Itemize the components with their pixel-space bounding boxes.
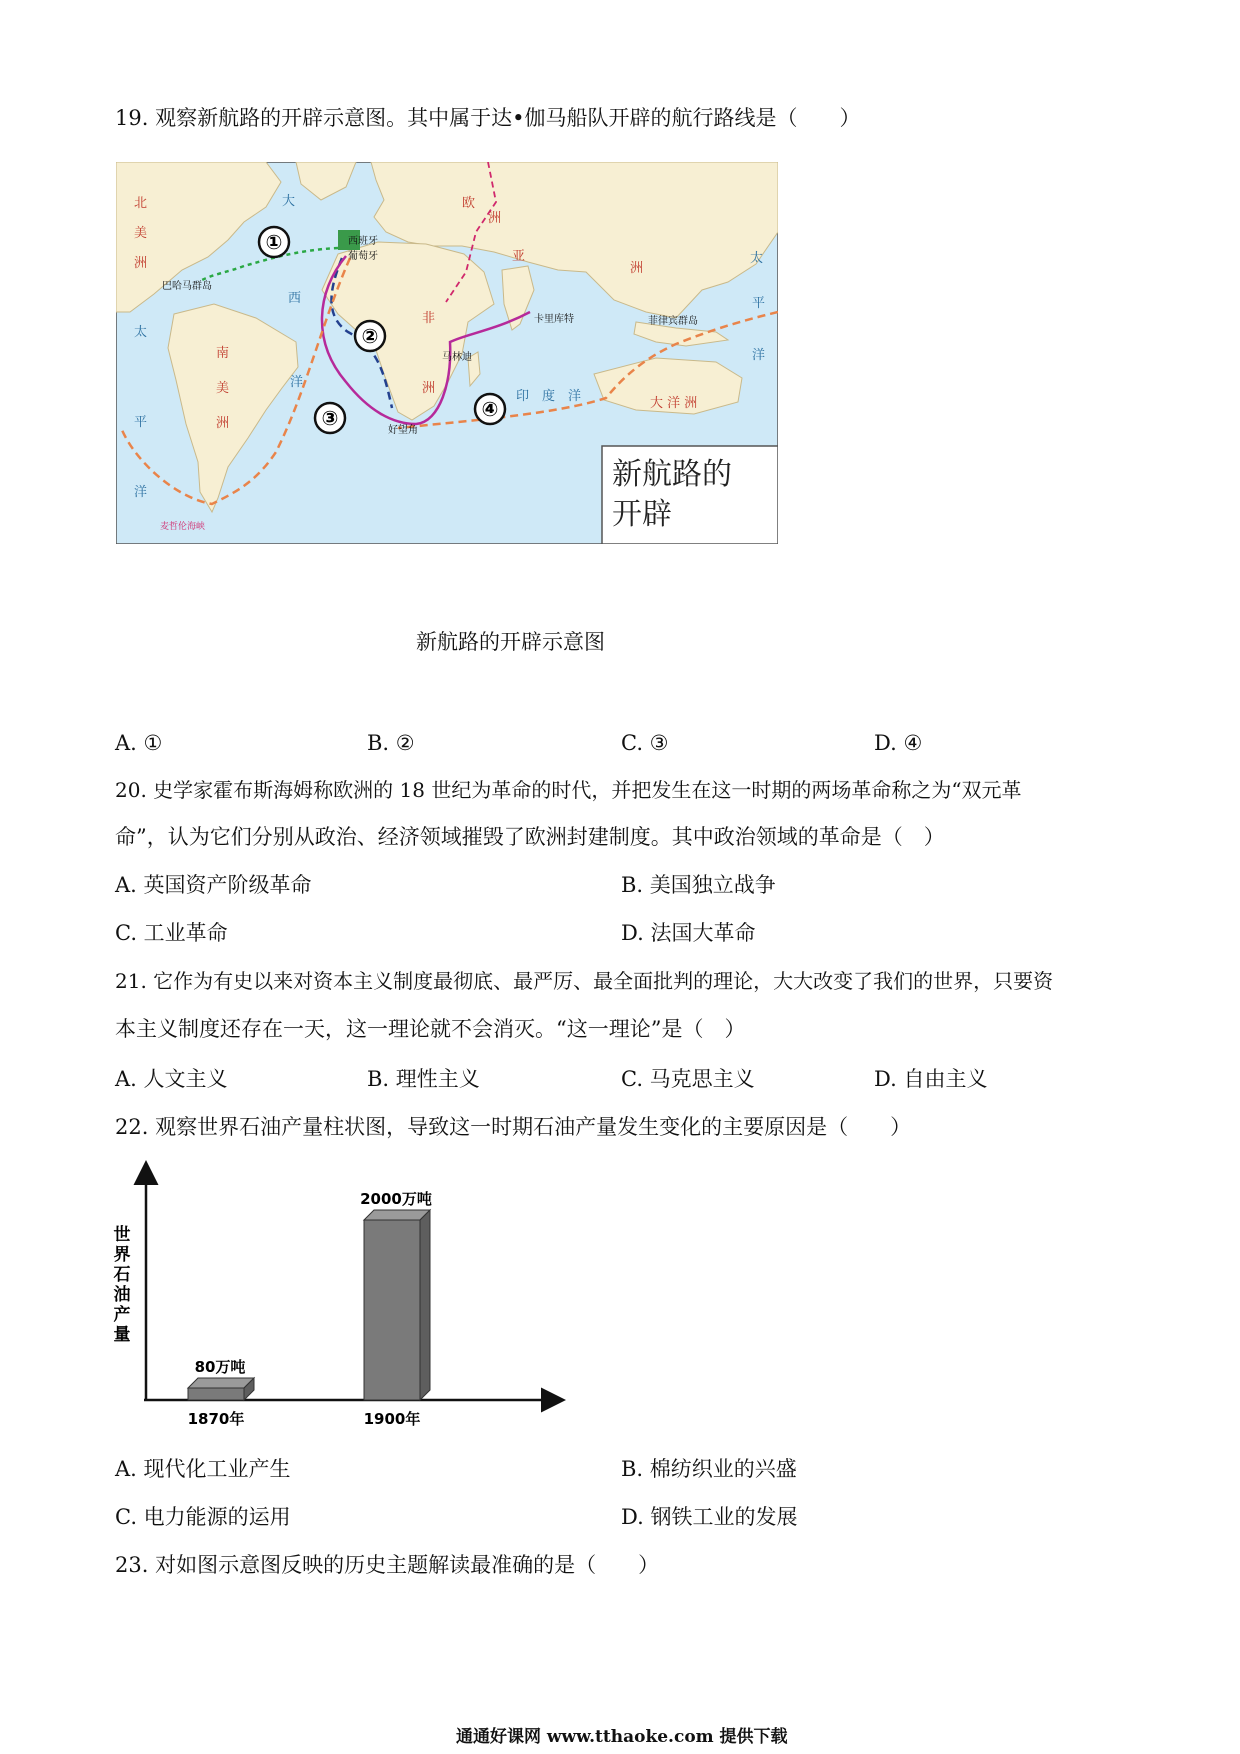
- chart-bar-front: [364, 1220, 420, 1400]
- label-pac-r-1: 太: [750, 251, 764, 266]
- q19-stem: 19. 观察新航路的开辟示意图。其中属于达•伽马船队开辟的航行路线是（ ）: [115, 106, 861, 130]
- q19-option-c[interactable]: C. ③: [621, 731, 669, 755]
- label-na-1: 北: [134, 196, 148, 211]
- q20-option-c[interactable]: C. 工业革命: [115, 921, 228, 945]
- svg-text:①: ①: [265, 230, 283, 254]
- chart-bar-top: [364, 1210, 430, 1220]
- q22-option-c[interactable]: C. 电力能源的运用: [115, 1505, 291, 1529]
- chart-y-axis-label: [114, 1224, 131, 1345]
- label-eu-1: 欧: [462, 196, 476, 211]
- label-spain: 西班牙: [348, 236, 378, 247]
- label-af-2: 洲: [422, 381, 436, 396]
- chart-y-axis-label-text: 世界石油产量: [113, 1225, 131, 1345]
- label-malindi: 马林迪: [442, 352, 472, 363]
- chart-bar-top: [188, 1378, 254, 1388]
- chart-category-label-2: 1900年: [363, 1410, 421, 1428]
- chart-bar-2: [364, 1210, 430, 1400]
- q21-option-d[interactable]: D. 自由主义: [874, 1067, 988, 1091]
- label-philippines: 菲律宾群岛: [648, 316, 698, 327]
- new-sea-routes-map: [116, 162, 778, 544]
- label-as-2: 洲: [630, 261, 644, 276]
- label-portugal: 葡萄牙: [348, 251, 378, 262]
- route-label-3: [315, 403, 345, 433]
- q21-stem-line1: 21. 它作为有史以来对资本主义制度最彻底、最严厉、最全面批判的理论，大大改变了我们的世界，只要资: [115, 969, 1054, 993]
- page-footer: 通通好课网 www.tthaoke.com 提供下载: [456, 1727, 788, 1747]
- q21-option-a[interactable]: A. 人文主义: [115, 1067, 228, 1091]
- q19-option-a[interactable]: A. ①: [115, 731, 163, 755]
- q20-option-b[interactable]: B. 美国独立战争: [621, 873, 776, 897]
- q19-option-b[interactable]: B. ②: [367, 731, 415, 755]
- route-label-4: [475, 394, 505, 424]
- chart-bar-side: [420, 1210, 430, 1400]
- label-pac-l-1: 太: [134, 325, 148, 340]
- q22-option-d[interactable]: D. 钢铁工业的发展: [621, 1505, 798, 1529]
- label-sa-2: 美: [216, 381, 230, 396]
- q21-option-b[interactable]: B. 理性主义: [367, 1067, 480, 1091]
- q22-option-a[interactable]: A. 现代化工业产生: [115, 1457, 291, 1481]
- q22-stem: 22. 观察世界石油产量柱状图，导致这一时期石油产量发生变化的主要原因是（ ）: [115, 1115, 912, 1139]
- map-title-line1: 新航路的: [612, 457, 732, 492]
- label-af-1: 非: [422, 311, 436, 326]
- oil-production-chart: [108, 1160, 568, 1450]
- label-sa-3: 洲: [216, 416, 230, 431]
- map-caption: 新航路的开辟示意图: [416, 630, 605, 654]
- svg-text:③: ③: [321, 406, 339, 430]
- q20-stem-line2: 命”，认为它们分别从政治、经济领域摧毁了欧洲封建制度。其中政治领域的革命是（ ）: [115, 825, 945, 849]
- q21-option-c[interactable]: C. 马克思主义: [621, 1067, 755, 1091]
- label-oceania: 大 洋 洲: [650, 396, 698, 411]
- label-indian: 印 度 洋: [516, 389, 582, 404]
- q20-option-d[interactable]: D. 法国大革命: [621, 921, 756, 945]
- label-as-1: 亚: [512, 249, 526, 264]
- q22-option-b[interactable]: B. 棉纺织业的兴盛: [621, 1457, 797, 1481]
- svg-text:④: ④: [481, 397, 499, 421]
- q19-option-d[interactable]: D. ④: [874, 731, 923, 755]
- label-pac-l-2: 平: [134, 415, 148, 430]
- label-na-3: 洲: [134, 256, 148, 271]
- label-magellan: 麦哲伦海峡: [160, 522, 206, 532]
- label-pac-l-3: 洋: [134, 485, 148, 500]
- label-cape: 好望角: [388, 425, 418, 436]
- chart-bar-front: [188, 1388, 244, 1400]
- map-title-line2: 开辟: [612, 497, 672, 532]
- chart-value-label-1: 80万吨: [194, 1358, 246, 1376]
- label-calicut: 卡里库特: [534, 314, 574, 325]
- label-eu-2: 洲: [488, 211, 502, 226]
- chart-value-label-2: 2000万吨: [360, 1190, 432, 1208]
- route-label-1: [259, 227, 289, 257]
- label-atl-1: 大: [282, 194, 296, 209]
- label-bahamas: 巴哈马群岛: [162, 281, 212, 292]
- q21-stem-line2: 本主义制度还存在一天，这一理论就不会消灭。“这一理论”是（ ）: [115, 1017, 746, 1041]
- label-atl-3: 洋: [290, 375, 304, 390]
- label-na-2: 美: [134, 226, 148, 241]
- q20-stem-line1: 20. 史学家霍布斯海姆称欧洲的 18 世纪为革命的时代，并把发生在这一时期的两场革命称之为“双元革: [115, 778, 1022, 802]
- q20-option-a[interactable]: A. 英国资产阶级革命: [115, 873, 312, 897]
- chart-category-label-1: 1870年: [187, 1410, 245, 1428]
- label-sa-1: 南: [216, 346, 230, 361]
- label-pac-r-3: 洋: [752, 348, 766, 363]
- route-label-2: [355, 321, 385, 351]
- chart-bar-1: [188, 1378, 254, 1400]
- label-atl-2: 西: [288, 291, 302, 306]
- svg-text:②: ②: [361, 324, 379, 348]
- label-pac-r-2: 平: [752, 296, 766, 311]
- q23-stem: 23. 对如图示意图反映的历史主题解读最准确的是（ ）: [115, 1553, 660, 1577]
